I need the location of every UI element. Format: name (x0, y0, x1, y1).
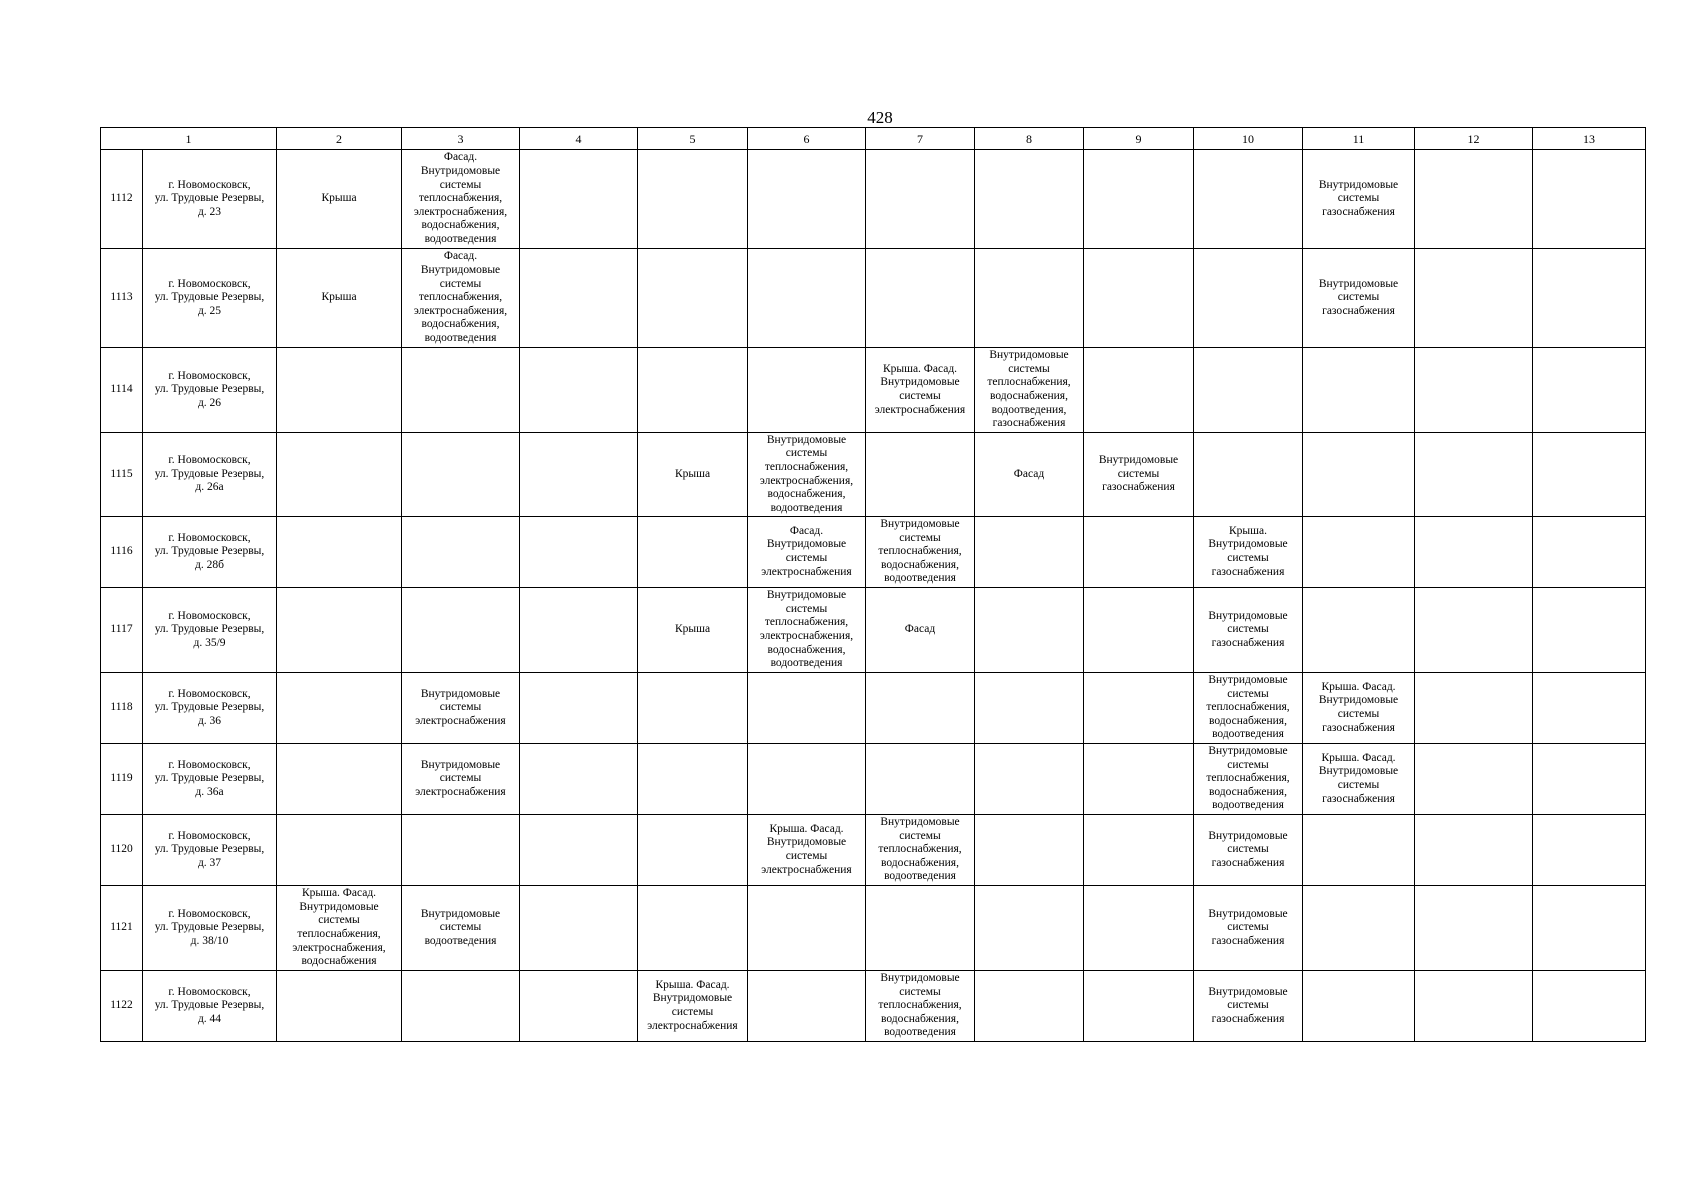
work-cell-col-3 (402, 348, 520, 433)
address-cell: г. Новомосковск, ул. Трудовые Резервы, д. 35/9 (143, 588, 277, 673)
table-row (101, 588, 1646, 673)
work-cell-col-3 (402, 815, 520, 886)
work-cell-col-2 (277, 815, 402, 886)
work-cell-col-10 (1194, 249, 1303, 348)
work-cell-col-6 (748, 348, 866, 433)
work-cell-col-13 (1533, 971, 1646, 1042)
work-cell-col-9 (1084, 150, 1194, 249)
work-cell-col-4 (520, 249, 638, 348)
work-cell-col-4 (520, 744, 638, 815)
header-cell-2: 2 (277, 128, 402, 150)
work-cell-col-7 (866, 886, 975, 971)
work-cell-col-11 (1303, 588, 1415, 673)
work-cell-col-8 (975, 971, 1084, 1042)
row-number: 1116 (101, 517, 143, 588)
work-cell-col-9 (1084, 673, 1194, 744)
work-cell-col-5 (638, 886, 748, 971)
row-number: 1120 (101, 815, 143, 886)
work-cell-col-12 (1415, 971, 1533, 1042)
row-number: 1117 (101, 588, 143, 673)
work-cell-col-3: Фасад. Внутридомовые системы теплоснабжения, электроснабжения, водоснабжения, водоотведения (402, 249, 520, 348)
address-cell: г. Новомосковск, ул. Трудовые Резервы, д. 36 (143, 673, 277, 744)
row-number: 1119 (101, 744, 143, 815)
work-cell-col-5 (638, 744, 748, 815)
work-cell-col-4 (520, 588, 638, 673)
work-cell-col-10: Внутридомовые системы газоснабжения (1194, 886, 1303, 971)
address-cell: г. Новомосковск, ул. Трудовые Резервы, д. 37 (143, 815, 277, 886)
address-cell: г. Новомосковск, ул. Трудовые Резервы, д. 25 (143, 249, 277, 348)
work-cell-col-13 (1533, 517, 1646, 588)
work-cell-col-8 (975, 673, 1084, 744)
work-cell-col-3: Фасад. Внутридомовые системы теплоснабжения, электроснабжения, водоснабжения, водоотведения (402, 150, 520, 249)
work-cell-col-5: Крыша (638, 588, 748, 673)
work-cell-col-10: Внутридомовые системы газоснабжения (1194, 588, 1303, 673)
work-cell-col-11 (1303, 433, 1415, 517)
work-cell-col-9 (1084, 886, 1194, 971)
work-cell-col-7 (866, 150, 975, 249)
work-cell-col-9 (1084, 249, 1194, 348)
table-row (101, 673, 1646, 744)
row-number: 1112 (101, 150, 143, 249)
work-cell-col-11: Крыша. Фасад. Внутридомовые системы газоснабжения (1303, 673, 1415, 744)
work-cell-col-4 (520, 971, 638, 1042)
work-cell-col-6 (748, 744, 866, 815)
work-cell-col-2 (277, 348, 402, 433)
work-cell-col-8 (975, 744, 1084, 815)
work-cell-col-10: Крыша. Внутридомовые системы газоснабжения (1194, 517, 1303, 588)
work-cell-col-11 (1303, 886, 1415, 971)
work-cell-col-4 (520, 673, 638, 744)
work-cell-col-4 (520, 150, 638, 249)
work-cell-col-6: Крыша. Фасад. Внутридомовые системы электроснабжения (748, 815, 866, 886)
table-body (101, 150, 1646, 1042)
work-cell-col-8 (975, 886, 1084, 971)
work-cell-col-6: Фасад. Внутридомовые системы электроснабжения (748, 517, 866, 588)
work-cell-col-13 (1533, 673, 1646, 744)
work-cell-col-9 (1084, 517, 1194, 588)
work-cell-col-12 (1415, 588, 1533, 673)
work-cell-col-4 (520, 348, 638, 433)
work-cell-col-12 (1415, 348, 1533, 433)
work-cell-col-6: Внутридомовые системы теплоснабжения, электроснабжения, водоснабжения, водоотведения (748, 433, 866, 517)
work-cell-col-9 (1084, 588, 1194, 673)
work-cell-col-10 (1194, 150, 1303, 249)
work-cell-col-2: Крыша (277, 249, 402, 348)
work-cell-col-2 (277, 744, 402, 815)
work-cell-col-2 (277, 433, 402, 517)
work-cell-col-4 (520, 815, 638, 886)
header-cell-12: 12 (1415, 128, 1533, 150)
work-cell-col-7 (866, 744, 975, 815)
address-cell: г. Новомосковск, ул. Трудовые Резервы, д. 44 (143, 971, 277, 1042)
work-cell-col-12 (1415, 517, 1533, 588)
work-cell-col-9 (1084, 348, 1194, 433)
table-row (101, 815, 1646, 886)
work-cell-col-3 (402, 588, 520, 673)
work-cell-col-13 (1533, 588, 1646, 673)
work-cell-col-9 (1084, 971, 1194, 1042)
work-cell-col-4 (520, 433, 638, 517)
table-row (101, 433, 1646, 517)
work-cell-col-12 (1415, 150, 1533, 249)
work-cell-col-4 (520, 517, 638, 588)
work-cell-col-5: Крыша (638, 433, 748, 517)
work-cell-col-7 (866, 673, 975, 744)
work-cell-col-12 (1415, 886, 1533, 971)
row-number: 1121 (101, 886, 143, 971)
work-cell-col-6 (748, 150, 866, 249)
header-cell-6: 6 (748, 128, 866, 150)
work-cell-col-8: Фасад (975, 433, 1084, 517)
work-cell-col-11 (1303, 971, 1415, 1042)
header-cell-10: 10 (1194, 128, 1303, 150)
work-cell-col-5 (638, 150, 748, 249)
address-cell: г. Новомосковск, ул. Трудовые Резервы, д. 28б (143, 517, 277, 588)
work-cell-col-6 (748, 673, 866, 744)
header-cell-3: 3 (402, 128, 520, 150)
header-cell-11: 11 (1303, 128, 1415, 150)
table-row (101, 249, 1646, 348)
page-number: 428 (867, 108, 893, 127)
work-cell-col-3: Внутридомовые системы водоотведения (402, 886, 520, 971)
work-cell-col-10: Внутридомовые системы теплоснабжения, водоснабжения, водоотведения (1194, 673, 1303, 744)
header-row (101, 128, 1646, 150)
work-cell-col-2: Крыша (277, 150, 402, 249)
work-cell-col-8 (975, 150, 1084, 249)
work-cell-col-4 (520, 886, 638, 971)
repair-schedule-table (100, 127, 1646, 1042)
work-cell-col-2: Крыша. Фасад. Внутридомовые системы теплоснабжения, электроснабжения, водоснабжения (277, 886, 402, 971)
work-cell-col-8: Внутридомовые системы теплоснабжения, водоснабжения, водоотведения, газоснабжения (975, 348, 1084, 433)
work-cell-col-11 (1303, 348, 1415, 433)
work-cell-col-9: Внутридомовые системы газоснабжения (1084, 433, 1194, 517)
work-cell-col-10: Внутридомовые системы газоснабжения (1194, 971, 1303, 1042)
work-cell-col-7: Внутридомовые системы теплоснабжения, водоснабжения, водоотведения (866, 971, 975, 1042)
work-cell-col-8 (975, 249, 1084, 348)
header-cell-5: 5 (638, 128, 748, 150)
work-cell-col-12 (1415, 249, 1533, 348)
work-cell-col-12 (1415, 433, 1533, 517)
work-cell-col-10 (1194, 348, 1303, 433)
header-cell-1: 1 (101, 128, 277, 150)
work-cell-col-11: Внутридомовые системы газоснабжения (1303, 249, 1415, 348)
work-cell-col-11 (1303, 517, 1415, 588)
work-cell-col-6 (748, 886, 866, 971)
work-cell-col-2 (277, 673, 402, 744)
work-cell-col-7: Внутридомовые системы теплоснабжения, водоснабжения, водоотведения (866, 815, 975, 886)
work-cell-col-5 (638, 348, 748, 433)
work-cell-col-10 (1194, 433, 1303, 517)
work-cell-col-13 (1533, 249, 1646, 348)
work-cell-col-3: Внутридомовые системы электроснабжения (402, 673, 520, 744)
header-cell-4: 4 (520, 128, 638, 150)
work-cell-col-9 (1084, 815, 1194, 886)
address-cell: г. Новомосковск, ул. Трудовые Резервы, д. 26 (143, 348, 277, 433)
work-cell-col-3 (402, 433, 520, 517)
header-cell-9: 9 (1084, 128, 1194, 150)
work-cell-col-5 (638, 517, 748, 588)
header-cell-7: 7 (866, 128, 975, 150)
work-cell-col-13 (1533, 433, 1646, 517)
row-number: 1122 (101, 971, 143, 1042)
work-cell-col-8 (975, 588, 1084, 673)
work-cell-col-7 (866, 249, 975, 348)
work-cell-col-13 (1533, 348, 1646, 433)
work-cell-col-8 (975, 815, 1084, 886)
work-cell-col-3 (402, 517, 520, 588)
work-cell-col-12 (1415, 815, 1533, 886)
row-number: 1113 (101, 249, 143, 348)
work-cell-col-10: Внутридомовые системы теплоснабжения, водоснабжения, водоотведения (1194, 744, 1303, 815)
work-cell-col-3 (402, 971, 520, 1042)
header-cell-8: 8 (975, 128, 1084, 150)
work-cell-col-11 (1303, 815, 1415, 886)
work-cell-col-7 (866, 433, 975, 517)
work-cell-col-5 (638, 673, 748, 744)
table-row (101, 517, 1646, 588)
work-cell-col-13 (1533, 150, 1646, 249)
work-cell-col-2 (277, 588, 402, 673)
work-cell-col-2 (277, 517, 402, 588)
work-cell-col-13 (1533, 744, 1646, 815)
work-cell-col-6 (748, 971, 866, 1042)
work-cell-col-12 (1415, 673, 1533, 744)
work-cell-col-5 (638, 815, 748, 886)
work-cell-col-3: Внутридомовые системы электроснабжения (402, 744, 520, 815)
work-cell-col-8 (975, 517, 1084, 588)
table-row (101, 886, 1646, 971)
work-cell-col-11: Крыша. Фасад. Внутридомовые системы газоснабжения (1303, 744, 1415, 815)
work-cell-col-13 (1533, 886, 1646, 971)
address-cell: г. Новомосковск, ул. Трудовые Резервы, д. 36а (143, 744, 277, 815)
work-cell-col-7: Фасад (866, 588, 975, 673)
row-number: 1118 (101, 673, 143, 744)
table-row (101, 744, 1646, 815)
work-cell-col-12 (1415, 744, 1533, 815)
address-cell: г. Новомосковск, ул. Трудовые Резервы, д. 26а (143, 433, 277, 517)
table-row (101, 348, 1646, 433)
work-cell-col-2 (277, 971, 402, 1042)
work-cell-col-11: Внутридомовые системы газоснабжения (1303, 150, 1415, 249)
table-row (101, 971, 1646, 1042)
work-cell-col-7: Крыша. Фасад. Внутридомовые системы электроснабжения (866, 348, 975, 433)
work-cell-col-5 (638, 249, 748, 348)
work-cell-col-7: Внутридомовые системы теплоснабжения, водоснабжения, водоотведения (866, 517, 975, 588)
work-cell-col-9 (1084, 744, 1194, 815)
work-cell-col-6 (748, 249, 866, 348)
work-cell-col-13 (1533, 815, 1646, 886)
table-row (101, 150, 1646, 249)
work-cell-col-5: Крыша. Фасад. Внутридомовые системы электроснабжения (638, 971, 748, 1042)
work-cell-col-10: Внутридомовые системы газоснабжения (1194, 815, 1303, 886)
row-number: 1114 (101, 348, 143, 433)
address-cell: г. Новомосковск, ул. Трудовые Резервы, д. 23 (143, 150, 277, 249)
address-cell: г. Новомосковск, ул. Трудовые Резервы, д. 38/10 (143, 886, 277, 971)
row-number: 1115 (101, 433, 143, 517)
work-cell-col-6: Внутридомовые системы теплоснабжения, электроснабжения, водоснабжения, водоотведения (748, 588, 866, 673)
header-cell-13: 13 (1533, 128, 1646, 150)
